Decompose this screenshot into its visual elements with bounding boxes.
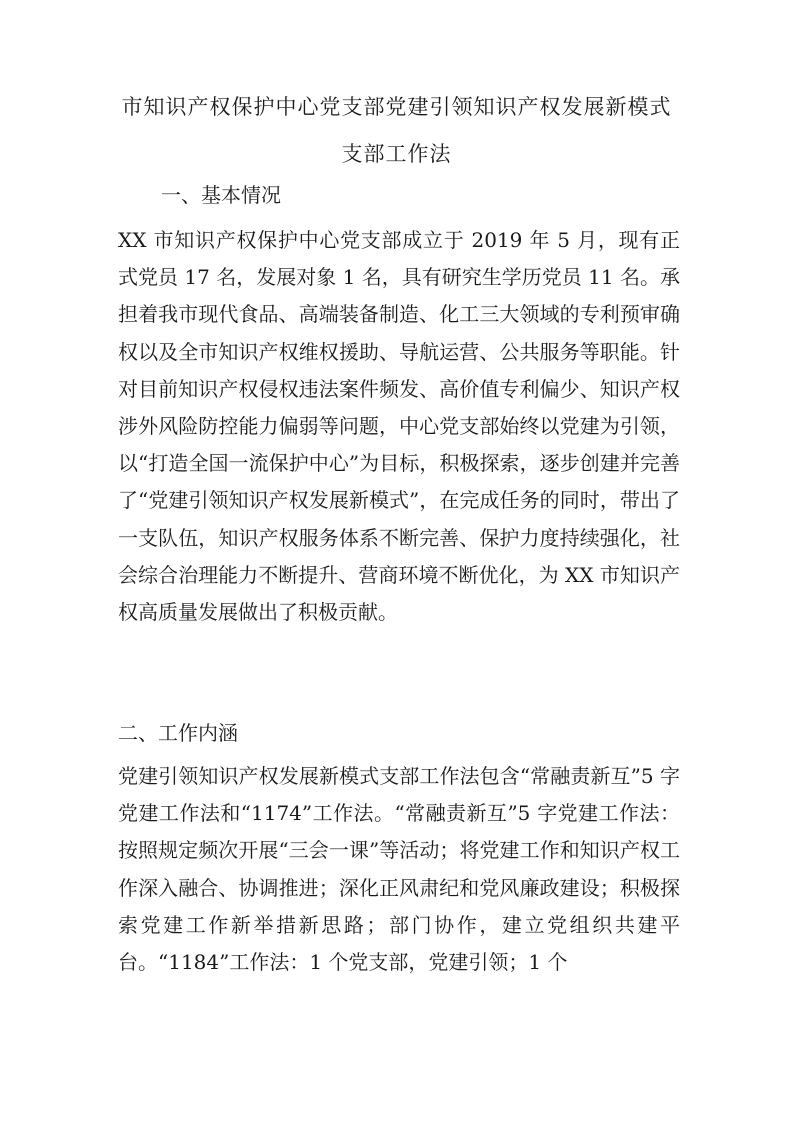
section-body-basic-situation: XX 市知识产权保护中心党支部成立于 2019 年 5 月，现有正式党员 17 名，发展对象 1 名，具有研究生学历党员 11 名。承担着我市现代食品、高端装备制造、化工三大领域的专利预审确权以及全市知识产权维权援助、导航运营、公共服务等职能。针对目前知识产权侵权违法案件频发、高价值专利偏少、知识产权涉外风险防控能力偏弱等问题，中心党支部始终以党建为引领，以“打造全国一流保护中心”为目标，积极探索，逐步创建并完善了“党建引领知识产权发展新模式”，在完成任务的同时，带出了一支队伍，知识产权服务体系不断完善、保护力度持续强化，社会综合治理能力不断提升、营商环境不断优化，为 XX 市知识产权高质量发展做出了积极贡献。 — [118, 228, 680, 625]
document-title-line-1: 市知识产权保护中心党支部党建引领知识产权发展新模式 — [121, 95, 672, 119]
section-body-work-connotation: 党建引领知识产权发展新模式支部工作法包含“常融责新互”5 字党建工作法和“1174”工作法。“常融责新互”5 字党建工作法：按照规定频次开展“三会一课”等活动；将党建工作和知识产权工作深入融合、协调推进；深化正风肃纪和党风廉政建设；积极探索党建工作新举措新思路；部门协作，建立党组织共建平台。“1184”工作法：1 个党支部，党建引领；1 个 — [118, 764, 680, 975]
section-heading-work-connotation: 二、工作内涵 — [118, 721, 238, 745]
section-heading-basic-situation: 一、基本情况 — [161, 183, 281, 207]
document-title-line-2: 支部工作法 — [341, 142, 452, 166]
